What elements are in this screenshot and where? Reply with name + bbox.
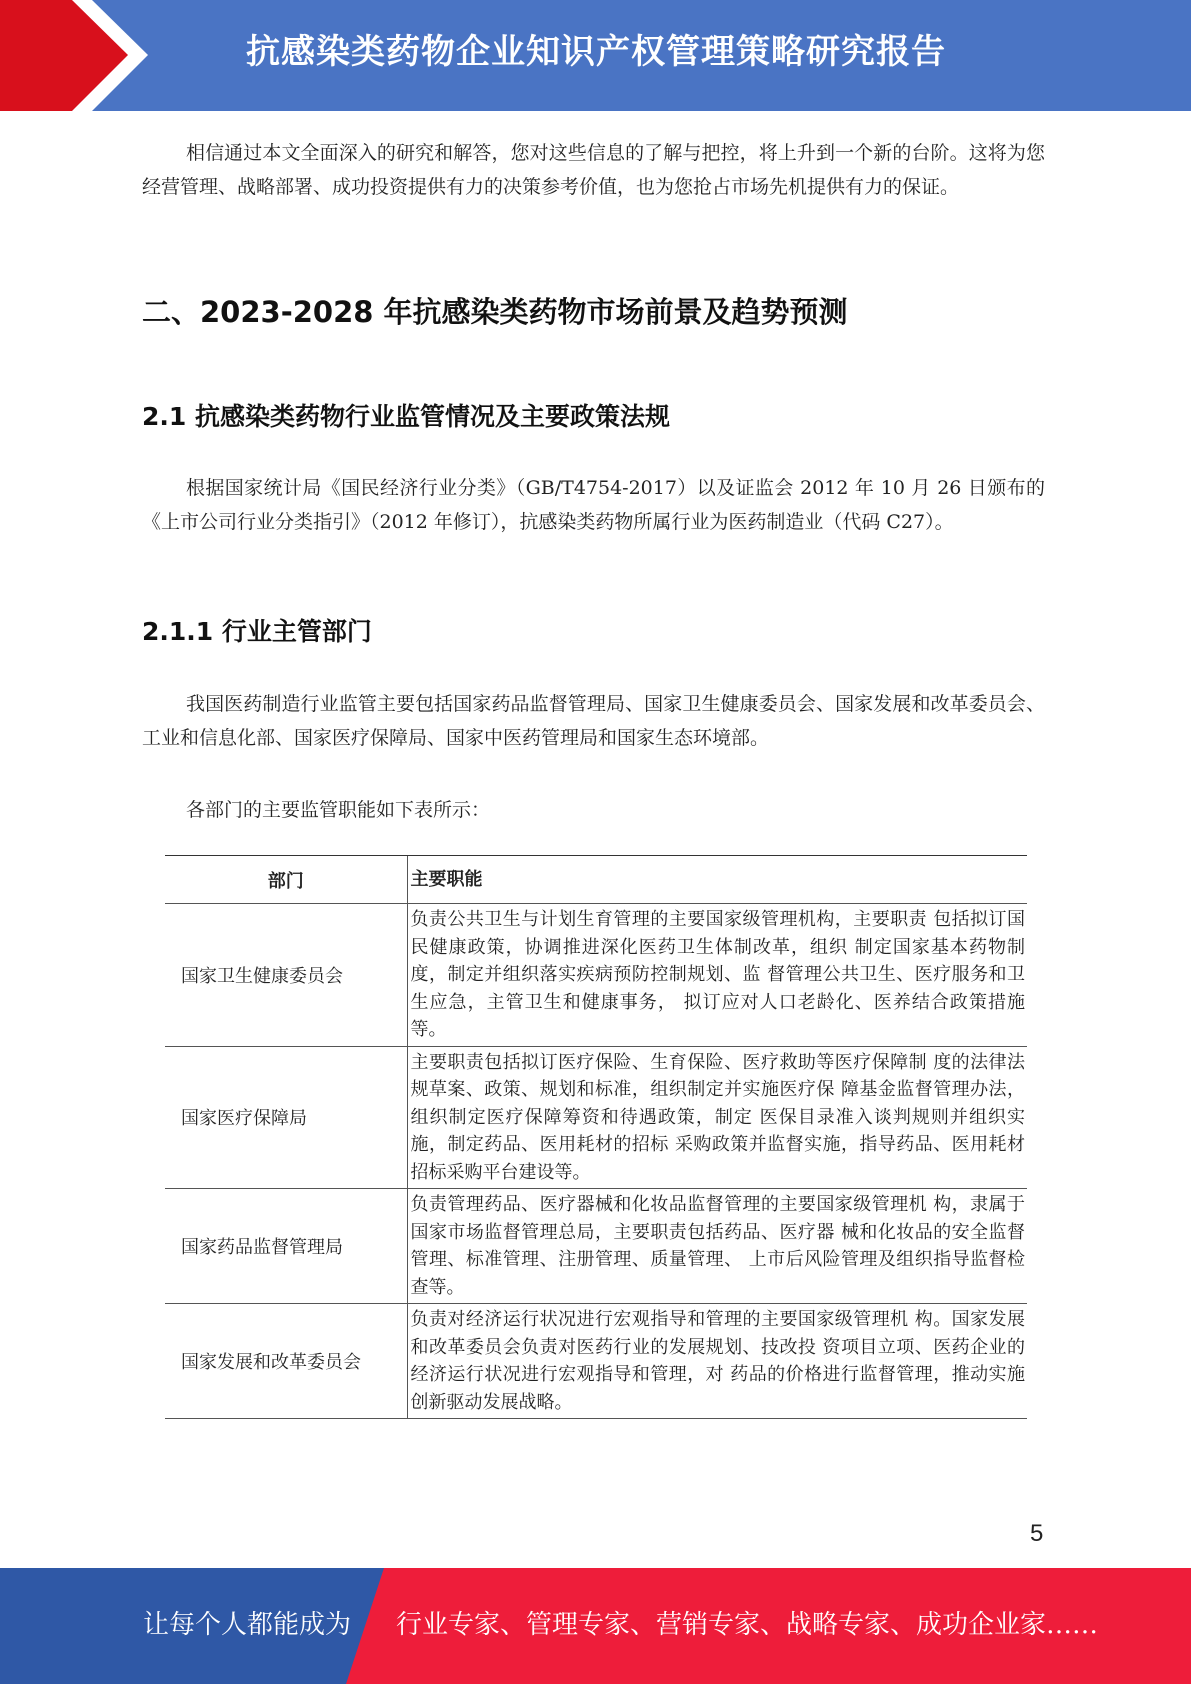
section-2-1-paragraph: 根据国家统计局《国民经济行业分类》（GB/T4754-2017）以及证监会 2012 年 10 月 26 日颁布的《上市公司行业分类指引》（2012 年修订），抗感染类药物所属行业为医药制造业（代码 C27）。	[142, 477, 1045, 533]
dept-cell: 国家医疗保障局	[165, 1046, 407, 1189]
table-header-row	[165, 856, 1027, 904]
dept-cell: 国家发展和改革委员会	[165, 1304, 407, 1419]
func-cell: 负责管理药品、医疗器械和化妆品监督管理的主要国家级管理机 构，隶属于国家市场监督管理总局，主要职责包括药品、医疗器 械和化妆品的安全监督管理、标准管理、注册管理、质量管理、 上市后风险管理及组织指导监督检查等。	[407, 1189, 1027, 1304]
section-2-1-heading: 2.1 抗感染类药物行业监管情况及主要政策法规	[142, 402, 670, 431]
footer-slogan-left: 让每个人都能成为	[143, 1610, 352, 1640]
table-row	[165, 1304, 1027, 1419]
page-number: 5	[1030, 1520, 1044, 1547]
func-cell: 负责对经济运行状况进行宏观指导和管理的主要国家级管理机 构。国家发展和改革委员会负责对医药行业的发展规划、技改投 资项目立项、医药企业的经济运行状况进行宏观指导和管理，对 药品的价格进行监督管理，推动实施创新驱动发展战略。	[407, 1304, 1027, 1419]
header-banner	[0, 0, 1191, 111]
dept-cell: 国家药品监督管理局	[165, 1189, 407, 1304]
table-row	[165, 1189, 1027, 1304]
section-2-1-1-heading: 2.1.1 行业主管部门	[142, 617, 372, 646]
dept-cell: 国家卫生健康委员会	[165, 904, 407, 1047]
report-title: 抗感染类药物企业知识产权管理策略研究报告	[246, 32, 946, 72]
table-row	[165, 904, 1027, 1047]
footer-banner	[0, 1568, 1191, 1684]
func-cell: 主要职责包括拟订医疗保险、生育保险、医疗救助等医疗保障制 度的法律法规草案、政策、规划和标准，组织制定并实施医疗保 障基金监督管理办法，组织制定医疗保障筹资和待遇政策，制定 医保目录准入谈判规则并组织实施，制定药品、医用耗材的招标 采购政策并监督实施，指导药品、医用耗材招标采购平台建设等。	[407, 1046, 1027, 1189]
column-header-dept: 部门	[165, 856, 407, 904]
func-cell: 负责公共卫生与计划生育管理的主要国家级管理机构，主要职责 包括拟订国民健康政策，协调推进深化医药卫生体制改革，组织 制定国家基本药物制度，制定并组织落实疾病预防控制规划、监 督管理公共卫生、医疗服务和卫生应急，主管卫生和健康事务， 拟订应对人口老龄化、医养结合政策措施等。	[407, 904, 1027, 1047]
section-2-heading: 二、2023-2028 年抗感染类药物市场前景及趋势预测	[142, 295, 848, 329]
intro-paragraph: 相信通过本文全面深入的研究和解答，您对这些信息的了解与把控，将上升到一个新的台阶。这将为您经营管理、战略部署、成功投资提供有力的决策参考价值，也为您抢占市场先机提供有力的保证。	[142, 142, 1045, 198]
red-chevron-decoration	[0, 0, 160, 111]
table-row	[165, 1046, 1027, 1189]
column-header-func: 主要职能	[407, 856, 1027, 904]
regulatory-table	[165, 855, 1027, 1419]
section-2-1-1-paragraph: 我国医药制造行业监管主要包括国家药品监督管理局、国家卫生健康委员会、国家发展和改革委员会、工业和信息化部、国家医疗保障局、国家中医药管理局和国家生态环境部。	[142, 693, 1045, 749]
footer-slogan-right: 行业专家、管理专家、营销专家、战略专家、成功企业家……	[396, 1610, 1099, 1640]
table-intro: 各部门的主要监管职能如下表所示：	[186, 799, 491, 821]
